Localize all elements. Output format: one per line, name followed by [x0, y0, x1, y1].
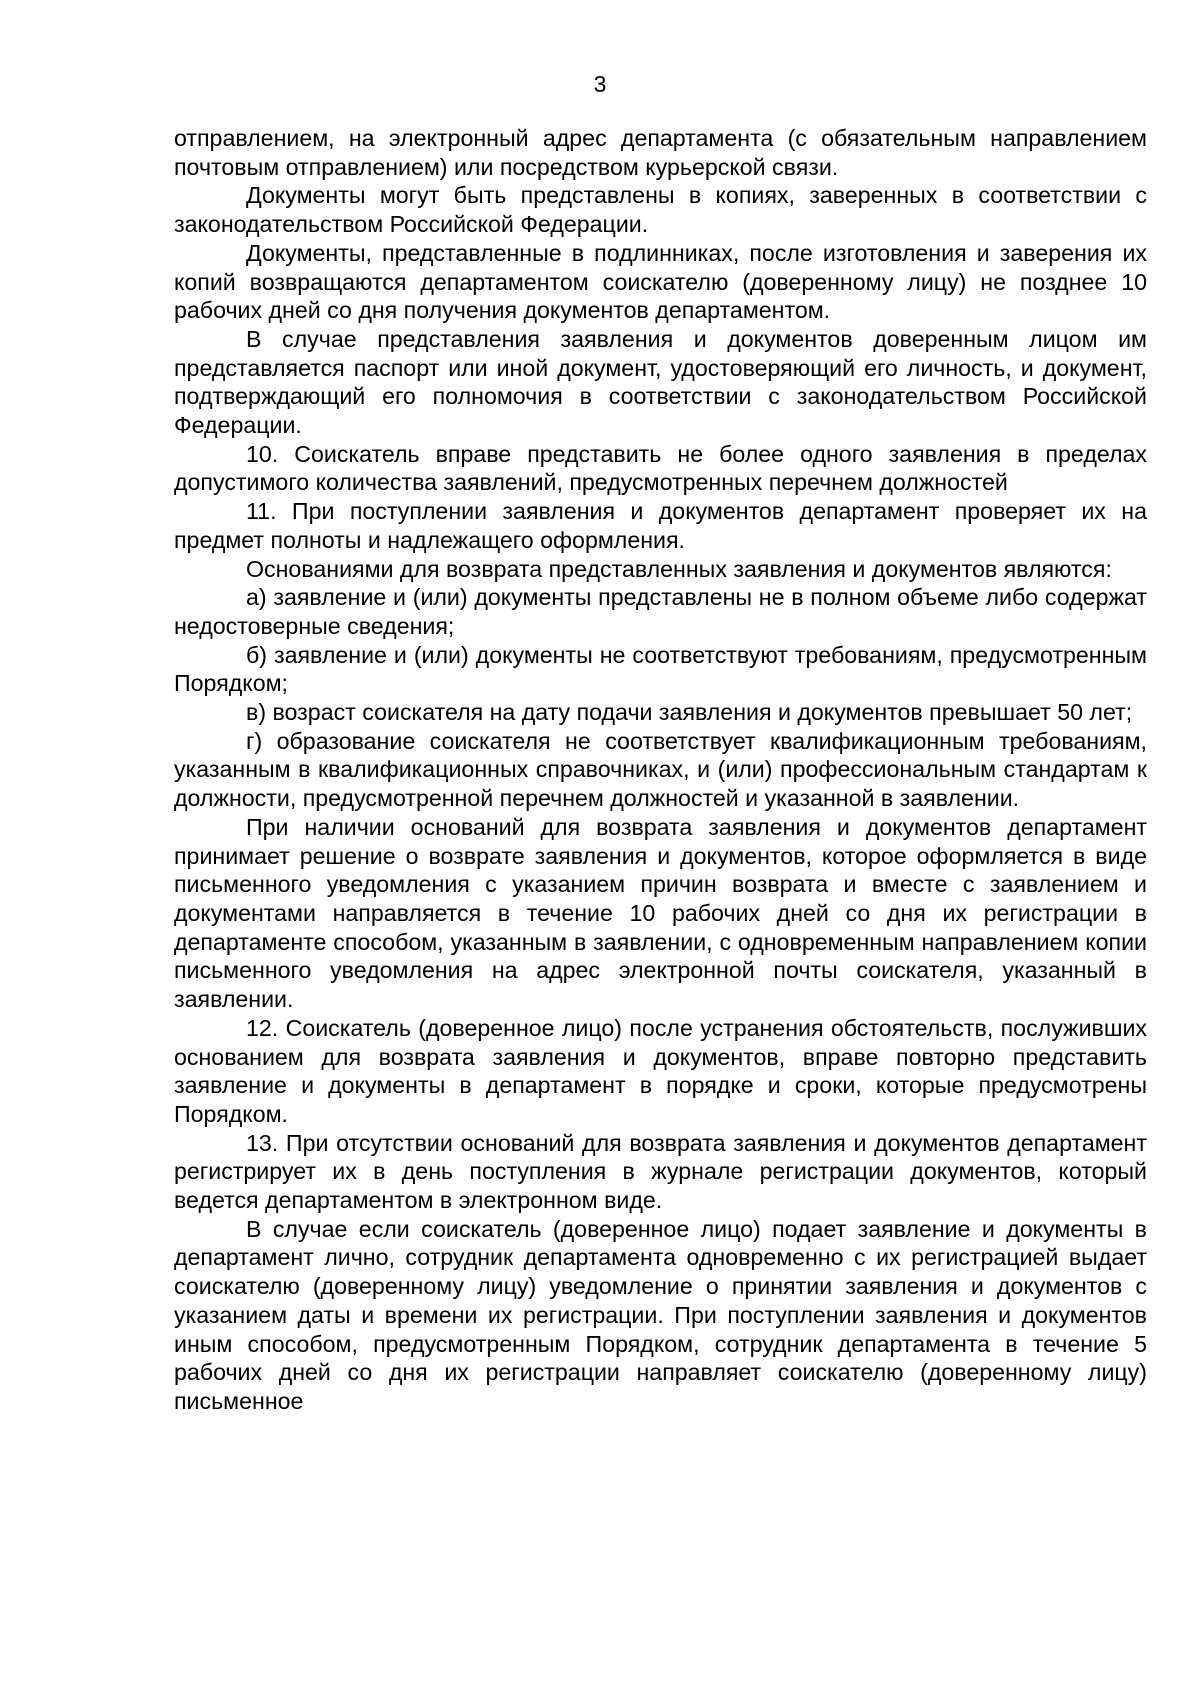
- paragraph-in-person-submission: В случае если соискатель (доверенное лицо) подает заявление и документы в департамент лично, сотрудник департамента одновременно с их регистрацией выдает соискателю (доверенному лицу) уведомление о принятии заявления и документов с указанием даты и времени их регистрации. При поступлении заявления и документов иным способом, предусмотренным Порядком, сотрудник департамента в течение 5 рабочих дней со дня их регистрации направляет соискателю (доверенному лицу) письменное: [174, 1215, 1147, 1414]
- list-item-v: в) возраст соискателя на дату подачи заявления и документов превышает 50 лет;: [246, 699, 1133, 726]
- list-item-g: г) образование соискателя не соответствует квалификационным требованиям, указанным в квалификационных справочниках, и (или) профессиональным стандартам к должности, предусмотренной перечнем должностей и указанной в заявлении.: [174, 727, 1147, 812]
- paragraph-clause-12: 12. Соискатель (доверенное лицо) после устранения обстоятельств, послуживших основанием для возврата заявления и документов, вправе повторно представить заявление и документы в департамент в порядке и сроки, которые предусмотрены Порядком.: [174, 1014, 1147, 1127]
- paragraph-clause-10: 10. Соискатель вправе представить не более одного заявления в пределах допустимого количества заявлений, предусмотренных перечнем должностей: [174, 440, 1147, 496]
- paragraph-copies: Документы могут быть представлены в копиях, заверенных в соответствии с законодательством Российской Федерации.: [174, 182, 1147, 238]
- paragraph-continuation: отправлением, на электронный адрес департамента (с обязательным направлением почтовым отправлением) или посредством курьерской связи.: [174, 125, 1147, 180]
- list-item-b: б) заявление и (или) документы не соответствуют требованиям, предусмотренным Порядком;: [174, 641, 1147, 697]
- paragraph-clause-13: 13. При отсутствии оснований для возврата заявления и документов департамент регистрирует их в день поступления в журнале регистрации документов, который ведется департаментом в электронном виде.: [174, 1129, 1147, 1214]
- paragraph-clause-11: 11. При поступлении заявления и документов департамент проверяет их на предмет полноты и надлежащего оформления.: [174, 498, 1147, 553]
- paragraph-trusted-person: В случае представления заявления и документов доверенным лицом им представляется паспорт или иной документ, удостоверяющий его личность, и документ, подтверждающий его полномочия в соответствии с законодательством Российской Федерации.: [174, 325, 1147, 439]
- document-body: [174, 124, 1147, 1416]
- paragraph-originals-return: Документы, представленные в подлинниках, после изготовления и заверения их копий возвращаются департаментом соискателю (доверенному лицу) не позднее 10 рабочих дней со дня получения документов департаментом.: [174, 239, 1147, 324]
- list-item-a: а) заявление и (или) документы представлены не в полном объеме либо содержат недостоверные сведения;: [174, 584, 1147, 639]
- paragraph-return-grounds: Основаниями для возврата представленных заявления и документов являются:: [246, 555, 1112, 582]
- page-number: 3: [593, 71, 607, 97]
- paragraph-return-decision: При наличии оснований для возврата заявления и документов департамент принимает решение о возврате заявления и документов, которое оформляется в виде письменного уведомления с указанием причин возврата и вместе с заявлением и документами направляется в течение 10 рабочих дней со дня их регистрации в департаменте способом, указанным в заявлении, с одновременным направлением копии письменного уведомления на адрес электронной почты соискателя, указанный в заявлении.: [174, 813, 1147, 1013]
